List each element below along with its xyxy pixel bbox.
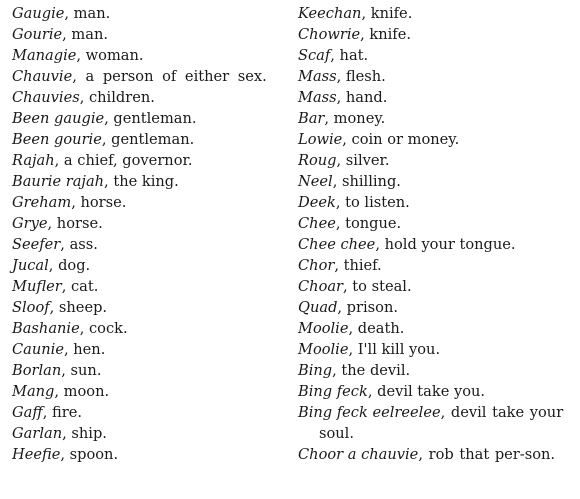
glossary-entry <box>12 3 284 24</box>
entry-gloss: , dog. <box>48 257 91 274</box>
entry-term: Moolie <box>298 320 349 337</box>
glossary-entry <box>298 108 570 129</box>
glossary-entry <box>12 45 284 66</box>
glossary-entry <box>298 87 570 108</box>
entry-term: Borlan <box>12 362 62 379</box>
entry-term: Chee chee <box>298 236 376 253</box>
entry-term: Gaff <box>12 404 43 421</box>
entry-term: Been gaugie <box>12 110 105 127</box>
glossary-left-column <box>12 3 284 465</box>
entry-gloss: , gentleman. <box>101 131 195 148</box>
entry-gloss: , the devil. <box>332 362 411 379</box>
glossary-entry <box>12 171 284 192</box>
glossary-entry <box>298 66 570 87</box>
entry-term: Mass <box>298 89 337 106</box>
glossary-entry <box>12 87 284 108</box>
entry-term: Rajah <box>12 152 55 169</box>
entry-term: Sloof <box>12 299 50 316</box>
entry-term: Mufler <box>12 278 62 295</box>
entry-term: Roug <box>298 152 337 169</box>
entry-term: Bing <box>298 362 333 379</box>
entry-gloss: , to steal. <box>343 278 412 295</box>
glossary-entry <box>298 213 570 234</box>
glossary-entry <box>12 360 284 381</box>
glossary-entry <box>12 339 284 360</box>
entry-term: Seefer <box>12 236 61 253</box>
entry-term: Managie <box>12 47 77 64</box>
entry-gloss: , devil take you. <box>367 383 486 400</box>
glossary-entry <box>12 318 284 339</box>
entry-term: Mass <box>298 68 337 85</box>
entry-gloss: , horse. <box>71 194 127 211</box>
glossary-entry <box>12 255 284 276</box>
glossary-entry <box>298 297 570 318</box>
entry-term: Chee <box>298 215 336 232</box>
entry-gloss: , I'll kill you. <box>348 341 441 358</box>
entry-gloss: , man. <box>64 5 111 22</box>
glossary-entry <box>12 192 284 213</box>
entry-term: Mang <box>12 383 55 400</box>
glossary-entry <box>298 45 570 66</box>
entry-term: Deek <box>298 194 336 211</box>
glossary-entry <box>298 192 570 213</box>
entry-gloss: , shilling. <box>332 173 401 190</box>
entry-gloss: , thief. <box>334 257 382 274</box>
entry-gloss: , ship. <box>62 425 107 442</box>
entry-term: Garlan <box>12 425 63 442</box>
entry-gloss: , children. <box>79 89 155 106</box>
entry-term: Chowrie <box>298 26 361 43</box>
entry-term: Heefie <box>12 446 61 463</box>
entry-gloss: , spoon. <box>60 446 119 463</box>
entry-gloss: , sheep. <box>49 299 108 316</box>
entry-gloss: , coin or money. <box>342 131 460 148</box>
entry-gloss: , woman. <box>76 47 144 64</box>
entry-gloss: , cock. <box>79 320 128 337</box>
entry-term: Gourie <box>12 26 63 43</box>
glossary-entry <box>298 276 570 297</box>
glossary-entry <box>12 213 284 234</box>
entry-gloss: , death. <box>348 320 405 337</box>
glossary-entry <box>298 339 570 360</box>
glossary-entry <box>298 129 570 150</box>
glossary-entry <box>298 402 580 444</box>
entry-gloss: , man. <box>62 26 108 43</box>
glossary-right-column <box>298 3 570 465</box>
entry-gloss: , hand. <box>336 89 388 106</box>
entry-gloss: , to listen. <box>335 194 410 211</box>
entry-gloss: , ass. <box>60 236 98 253</box>
entry-gloss: , hat. <box>330 47 369 64</box>
entry-term: Choor a chauvie <box>298 446 419 463</box>
entry-gloss: , a chief, governor. <box>54 152 193 169</box>
entry-term: Chauvie <box>12 68 73 85</box>
entry-term: Bashanie <box>12 320 80 337</box>
entry-gloss: , a person of either sex. <box>72 68 267 85</box>
entry-term: Caunie <box>12 341 64 358</box>
glossary-entry <box>298 24 570 45</box>
entry-gloss: , flesh. <box>336 68 386 85</box>
entry-gloss: , devil take your soul. <box>319 404 564 442</box>
entry-gloss: , silver. <box>336 152 390 169</box>
entry-term: Been gourie <box>12 131 102 148</box>
entry-gloss: , cat. <box>61 278 99 295</box>
glossary-entry <box>298 255 570 276</box>
entry-term: Baurie rajah <box>12 173 105 190</box>
glossary-entry <box>12 234 284 255</box>
entry-gloss: , fire. <box>42 404 82 421</box>
entry-gloss: , moon. <box>54 383 110 400</box>
entry-term: Bing feck eelreelee <box>298 404 441 421</box>
glossary-entry <box>12 402 284 423</box>
glossary-entry <box>12 297 284 318</box>
glossary-entry <box>298 171 570 192</box>
glossary-entry <box>298 381 570 402</box>
entry-term: Lowie <box>298 131 343 148</box>
entry-term: Bing feck <box>298 383 368 400</box>
entry-term: Chor <box>298 257 335 274</box>
entry-gloss: , knife. <box>360 26 411 43</box>
glossary-entry <box>12 24 284 45</box>
entry-gloss: , horse. <box>47 215 103 232</box>
entry-term: Bar <box>298 110 325 127</box>
glossary-entry <box>298 444 580 465</box>
glossary-entry <box>12 276 284 297</box>
entry-gloss: , rob that per-son. <box>418 446 556 463</box>
entry-term: Keechan <box>298 5 362 22</box>
glossary-entry <box>12 381 284 402</box>
entry-gloss: , prison. <box>337 299 398 316</box>
glossary-entry <box>12 129 284 150</box>
entry-term: Jucal <box>12 257 49 274</box>
glossary-entry <box>298 318 570 339</box>
glossary-entry <box>12 150 284 171</box>
entry-gloss: , knife. <box>361 5 413 22</box>
entry-gloss: , the king. <box>104 173 179 190</box>
entry-gloss: , sun. <box>61 362 102 379</box>
entry-gloss: , hold your tongue. <box>375 236 516 253</box>
entry-gloss: , tongue. <box>335 215 402 232</box>
entry-term: Grye <box>12 215 48 232</box>
glossary-entry <box>298 150 570 171</box>
entry-term: Chauvies <box>12 89 80 106</box>
entry-term: Scaf <box>298 47 331 64</box>
entry-term: Greham <box>12 194 72 211</box>
entry-term: Neel <box>298 173 333 190</box>
glossary-entry <box>12 108 284 129</box>
entry-gloss: , money. <box>324 110 386 127</box>
glossary-entry <box>298 360 570 381</box>
entry-term: Quad <box>298 299 338 316</box>
entry-term: Gaugie <box>12 5 65 22</box>
entry-term: Choar <box>298 278 344 295</box>
glossary-entry <box>12 66 295 87</box>
glossary-entry <box>298 3 570 24</box>
glossary-entry <box>12 423 284 444</box>
entry-gloss: , hen. <box>63 341 106 358</box>
entry-gloss: , gentleman. <box>104 110 197 127</box>
entry-term: Moolie <box>298 341 349 358</box>
glossary-entry <box>298 234 570 255</box>
glossary-entry <box>12 444 284 465</box>
